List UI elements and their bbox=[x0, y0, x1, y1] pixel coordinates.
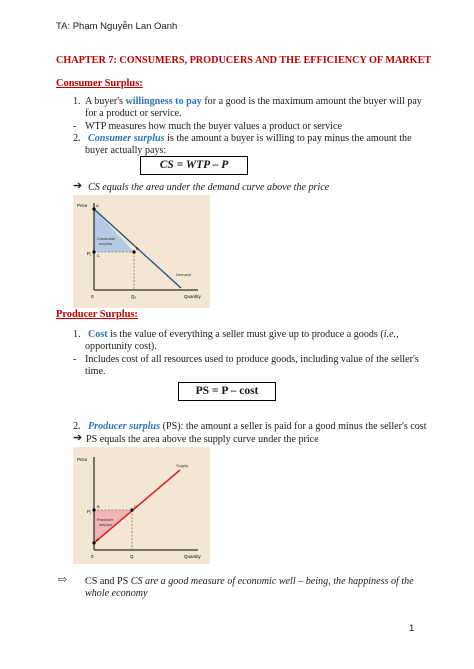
ps-item2-number: 2. bbox=[73, 421, 81, 432]
wtp-term: willingness to pay bbox=[125, 96, 202, 107]
cs-item1-text-a: A buyer's bbox=[85, 96, 126, 107]
cost-term: Cost bbox=[88, 329, 108, 340]
origin-label: 0 bbox=[91, 554, 94, 559]
conclusion-text-b: CS are a good measure of economic well – being, the happiness of the bbox=[130, 576, 414, 587]
conclusion-text-a: CS and PS bbox=[85, 576, 131, 587]
supply-label: Supply bbox=[176, 463, 189, 468]
demand-label: Demand bbox=[176, 272, 192, 277]
label-c: C bbox=[97, 253, 100, 258]
cs-arrow-text: CS equals the area under the demand curve above the price bbox=[88, 182, 330, 193]
label-c: C bbox=[134, 504, 137, 509]
label-a: A bbox=[96, 537, 99, 542]
ps-area-label-2: surplus bbox=[99, 522, 112, 527]
producer-surplus-figure bbox=[73, 447, 210, 564]
ps-item2-text-c: (PS): the amount a seller is paid for a good minus the seller's cost bbox=[160, 421, 427, 432]
label-a: A bbox=[96, 203, 99, 208]
cs-item2-text-c: is the amount a buyer is willing to pay minus the amount the bbox=[164, 133, 412, 144]
ps-dash1-text-2: time. bbox=[85, 366, 106, 377]
ps-term: Producer surplus bbox=[88, 421, 161, 432]
label-b: B bbox=[136, 246, 139, 251]
cs-dash1-text: WTP measures how much the buyer values a product or service bbox=[85, 121, 342, 132]
ps-formula-box: PS = P – cost bbox=[178, 382, 276, 401]
ps-area-label-1: Producer bbox=[97, 517, 114, 522]
producer-surplus-heading: Producer Surplus: bbox=[56, 309, 138, 320]
ps-item1-ie: i.e., bbox=[383, 329, 399, 340]
consumer-surplus-figure bbox=[73, 195, 210, 308]
price-label: Price bbox=[77, 203, 88, 208]
quantity-label: Quantity bbox=[184, 554, 201, 559]
label-q: Q bbox=[130, 554, 134, 559]
consumer-surplus-heading: Consumer Surplus: bbox=[56, 78, 143, 89]
supply-curve bbox=[94, 470, 180, 543]
cs-term: Consumer surplus bbox=[88, 133, 165, 144]
cs-area-label-1: Consumer bbox=[97, 236, 116, 241]
chapter-title: CHAPTER 7: CONSUMERS, PRODUCERS AND THE EFFICIENCY OF MARKET bbox=[56, 55, 432, 66]
cs-arrow-icon: ➔ bbox=[73, 180, 83, 192]
label-b: B bbox=[97, 504, 100, 509]
producer-surplus-graph bbox=[73, 447, 210, 564]
consumer-surplus-graph bbox=[73, 195, 210, 308]
cs-item1-text-c: for a good is the maximum amount the buyer will pay bbox=[201, 96, 422, 107]
page-number: 1 bbox=[409, 623, 415, 634]
point-c bbox=[92, 250, 95, 253]
price-label: Price bbox=[77, 457, 88, 462]
ps-arrow-text: PS equals the area above the supply curve under the price bbox=[86, 434, 319, 445]
ps-item1-line2: opportunity cost). bbox=[85, 341, 157, 352]
quantity-label: Quantity bbox=[184, 294, 201, 299]
cs-item1-number: 1. bbox=[73, 96, 81, 107]
cs-dash1-mark: - bbox=[73, 121, 77, 132]
point-b bbox=[92, 508, 95, 511]
cs-item2-number: 2. bbox=[73, 133, 81, 144]
ps-arrow-icon: ➔ bbox=[73, 432, 83, 444]
label-q1: Q₁ bbox=[131, 294, 137, 299]
origin-label: 0 bbox=[91, 294, 94, 299]
ps-item1-text-c: is the value of everything a seller must give up to produce a goods ( bbox=[107, 329, 384, 340]
ps-dash1-text: Includes cost of all resources used to produce goods, including value of the seller's bbox=[85, 354, 419, 365]
cs-area-label-2: surplus bbox=[99, 241, 112, 246]
cs-item1-line2: for a product or service. bbox=[85, 108, 182, 119]
conclusion-line2: whole economy bbox=[85, 588, 148, 599]
label-p1: P₁ bbox=[87, 509, 92, 514]
ta-name: TA: Phạm Nguyễn Lan Oanh bbox=[56, 21, 178, 32]
cs-formula-box: CS = WTP – P bbox=[140, 156, 248, 175]
label-p1: P₁ bbox=[87, 251, 92, 256]
cs-item2-line2: buyer actually pays: bbox=[85, 145, 167, 156]
ps-item1-number: 1. bbox=[73, 329, 81, 340]
ps-item2-line1 bbox=[88, 420, 427, 433]
ps-dash1-mark: - bbox=[73, 354, 77, 365]
conclusion-arrow-icon: ⇨ bbox=[58, 574, 68, 586]
